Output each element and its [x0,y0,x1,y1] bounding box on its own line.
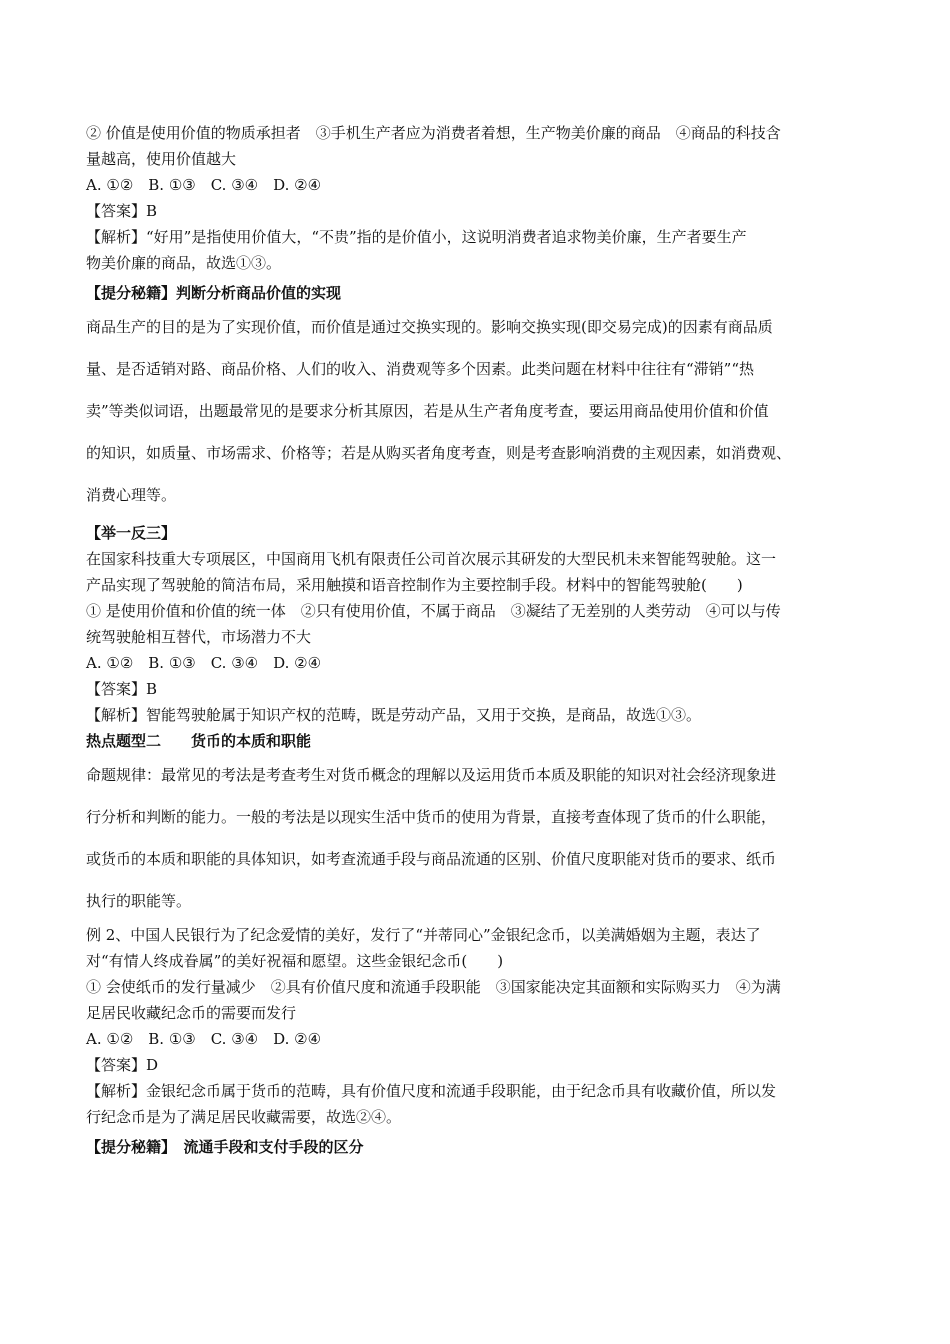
question-choices-line: 足居民收藏纪念币的需要而发行 [86,1004,297,1022]
question-choices-line: 统驾驶舱相互替代，市场潜力不大 [86,628,312,646]
analysis-line: 【解析】智能驾驶舱属于知识产权的范畴，既是劳动产品，又用于交换，是商品，故选①③。 [86,706,702,724]
question-choices-line: ① 会使纸币的发行量减少 ②具有价值尺度和流通手段职能 ③国家能决定其面额和实际购买力 ④为满 [86,978,781,996]
question-stem-line: 在国家科技重大专项展区，中国商用飞机有限责任公司首次展示其研发的大型民机未来智能驾驶舱。这一 [86,550,777,568]
tip-paragraph-line: 商品生产的目的是为了实现价值，而价值是通过交换实现的。影响交换实现(即交易完成)的因素有商品质 [86,318,773,336]
analysis-line: 行纪念币是为了满足居民收藏需要，故选②④。 [86,1108,402,1126]
answer-line: 【答案】D [86,1056,159,1074]
analysis-line: 物美价廉的商品，故选①③。 [86,254,282,272]
tip-paragraph-line: 消费心理等。 [86,486,177,504]
question-stem-line: 产品实现了驾驶舱的简洁布局，采用触摸和语音控制作为主要控制手段。材料中的智能驾驶舱( ) [86,576,743,594]
tip-paragraph-line: 量、是否适销对路、商品价格、人们的收入、消费观等多个因素。此类问题在材料中往往有“滞销”“热 [86,360,755,378]
question-stem-line: 对“有情人终成眷属”的美好祝福和愿望。这些金银纪念币( ) [86,952,504,970]
question-options: A. ①② B. ①③ C. ③④ D. ②④ [86,654,322,672]
practice-heading: 【举一反三】 [86,524,177,542]
section-heading: 热点题型二 货币的本质和职能 [86,732,312,750]
section-paragraph-line: 执行的职能等。 [86,892,192,910]
section-paragraph-line: 或货币的本质和职能的具体知识，如考查流通手段与商品流通的区别、价值尺度职能对货币的要求、纸币 [86,850,777,868]
tip-heading: 【提分秘籍】 流通手段和支付手段的区分 [86,1138,364,1156]
answer-line: 【答案】B [86,680,158,698]
section-paragraph-line: 行分析和判断的能力。一般的考法是以现实生活中货币的使用为背景，直接考查体现了货币的什么职能， [86,808,777,826]
analysis-line: 【解析】“好用”是指使用价值大，“不贵”指的是价值小，这说明消费者追求物美价廉，生产者要生产 [86,228,747,246]
question-choices-line: ② 价值是使用价值的物质承担者 ③手机生产者应为消费者着想，生产物美价廉的商品 ④商品的科技含 [86,124,781,142]
document-page [86,120,868,1160]
question-options: A. ①② B. ①③ C. ③④ D. ②④ [86,176,322,194]
answer-line: 【答案】B [86,202,158,220]
tip-paragraph-line: 的知识，如质量、市场需求、价格等；若是从购买者角度考查，则是考查影响消费的主观因素，如消费观、 [86,444,792,462]
question-choices-line: ① 是使用价值和价值的统一体 ②只有使用价值，不属于商品 ③凝结了无差别的人类劳动 ④可以与传 [86,602,781,620]
question-stem-line: 例 2、中国人民银行为了纪念爱情的美好，发行了“并蒂同心”金银纪念币，以美满婚姻为主题，表达了 [86,926,761,944]
section-paragraph-line: 命题规律：最常见的考法是考查考生对货币概念的理解以及运用货币本质及职能的知识对社会经济现象进 [86,766,777,784]
tip-paragraph-line: 卖”等类似词语，出题最常见的是要求分析其原因，若是从生产者角度考查，要运用商品使用价值和价值 [86,402,769,420]
tip-heading: 【提分秘籍】判断分析商品价值的实现 [86,284,342,302]
question-options: A. ①② B. ①③ C. ③④ D. ②④ [86,1030,322,1048]
question-choices-line: 量越高，使用价值越大 [86,150,237,168]
analysis-line: 【解析】金银纪念币属于货币的范畴，具有价值尺度和流通手段职能，由于纪念币具有收藏价值，所以发 [86,1082,777,1100]
